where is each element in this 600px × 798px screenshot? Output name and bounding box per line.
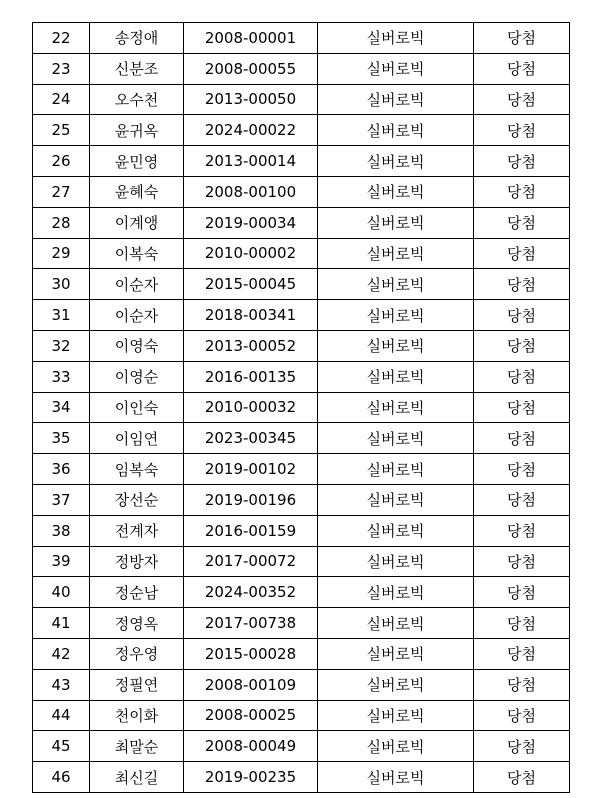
row-number-cell: 34	[33, 392, 90, 423]
row-number-cell: 44	[33, 700, 90, 731]
table-row	[33, 484, 570, 515]
name-cell: 신분조	[90, 53, 184, 84]
result-cell: 당첨	[474, 577, 570, 608]
table-row	[33, 731, 570, 762]
member-id-cell: 2010-00002	[184, 238, 318, 269]
name-cell: 이복숙	[90, 238, 184, 269]
row-number-cell: 32	[33, 330, 90, 361]
name-cell: 송정애	[90, 23, 184, 54]
row-number-cell: 28	[33, 207, 90, 238]
row-number-cell: 29	[33, 238, 90, 269]
table-row	[33, 608, 570, 639]
result-cell: 당첨	[474, 146, 570, 177]
row-number-cell: 31	[33, 300, 90, 331]
program-cell: 실버로빅	[318, 269, 474, 300]
name-cell: 최말순	[90, 731, 184, 762]
result-cell: 당첨	[474, 454, 570, 485]
name-cell: 이순자	[90, 269, 184, 300]
result-cell: 당첨	[474, 423, 570, 454]
name-cell: 이순자	[90, 300, 184, 331]
name-cell: 윤혜숙	[90, 176, 184, 207]
row-number-cell: 46	[33, 762, 90, 793]
row-number-cell: 40	[33, 577, 90, 608]
member-id-cell: 2019-00235	[184, 762, 318, 793]
table-row	[33, 423, 570, 454]
name-cell: 임복숙	[90, 454, 184, 485]
result-cell: 당첨	[474, 84, 570, 115]
member-id-cell: 2016-00135	[184, 361, 318, 392]
name-cell: 최신길	[90, 762, 184, 793]
row-number-cell: 25	[33, 115, 90, 146]
program-cell: 실버로빅	[318, 700, 474, 731]
table-row	[33, 176, 570, 207]
result-cell: 당첨	[474, 546, 570, 577]
member-id-cell: 2013-00052	[184, 330, 318, 361]
member-id-cell: 2010-00032	[184, 392, 318, 423]
name-cell: 이영순	[90, 361, 184, 392]
program-cell: 실버로빅	[318, 515, 474, 546]
program-cell: 실버로빅	[318, 484, 474, 515]
member-id-cell: 2013-00014	[184, 146, 318, 177]
program-cell: 실버로빅	[318, 300, 474, 331]
program-cell: 실버로빅	[318, 23, 474, 54]
member-id-cell: 2019-00034	[184, 207, 318, 238]
program-cell: 실버로빅	[318, 546, 474, 577]
result-cell: 당첨	[474, 700, 570, 731]
table-row	[33, 146, 570, 177]
table-row	[33, 84, 570, 115]
name-cell: 정우영	[90, 638, 184, 669]
result-cell: 당첨	[474, 238, 570, 269]
table-row	[33, 638, 570, 669]
table-row	[33, 269, 570, 300]
program-cell: 실버로빅	[318, 207, 474, 238]
program-cell: 실버로빅	[318, 423, 474, 454]
table-row	[33, 330, 570, 361]
result-cell: 당첨	[474, 300, 570, 331]
result-cell: 당첨	[474, 638, 570, 669]
results-table	[32, 22, 570, 793]
name-cell: 이영숙	[90, 330, 184, 361]
row-number-cell: 38	[33, 515, 90, 546]
row-number-cell: 36	[33, 454, 90, 485]
program-cell: 실버로빅	[318, 638, 474, 669]
member-id-cell: 2016-00159	[184, 515, 318, 546]
table-row	[33, 207, 570, 238]
program-cell: 실버로빅	[318, 176, 474, 207]
member-id-cell: 2024-00022	[184, 115, 318, 146]
row-number-cell: 24	[33, 84, 90, 115]
result-cell: 당첨	[474, 269, 570, 300]
name-cell: 이임연	[90, 423, 184, 454]
row-number-cell: 39	[33, 546, 90, 577]
name-cell: 장선순	[90, 484, 184, 515]
table-row	[33, 115, 570, 146]
result-cell: 당첨	[474, 669, 570, 700]
result-cell: 당첨	[474, 23, 570, 54]
result-cell: 당첨	[474, 608, 570, 639]
row-number-cell: 30	[33, 269, 90, 300]
program-cell: 실버로빅	[318, 115, 474, 146]
member-id-cell: 2013-00050	[184, 84, 318, 115]
program-cell: 실버로빅	[318, 608, 474, 639]
row-number-cell: 42	[33, 638, 90, 669]
member-id-cell: 2008-00100	[184, 176, 318, 207]
row-number-cell: 22	[33, 23, 90, 54]
result-cell: 당첨	[474, 484, 570, 515]
table-row	[33, 762, 570, 793]
name-cell: 정방자	[90, 546, 184, 577]
program-cell: 실버로빅	[318, 731, 474, 762]
name-cell: 전계자	[90, 515, 184, 546]
result-cell: 당첨	[474, 392, 570, 423]
member-id-cell: 2015-00045	[184, 269, 318, 300]
name-cell: 정필연	[90, 669, 184, 700]
results-table-body	[33, 23, 570, 793]
result-cell: 당첨	[474, 53, 570, 84]
program-cell: 실버로빅	[318, 330, 474, 361]
program-cell: 실버로빅	[318, 454, 474, 485]
result-cell: 당첨	[474, 207, 570, 238]
result-cell: 당첨	[474, 515, 570, 546]
member-id-cell: 2019-00196	[184, 484, 318, 515]
name-cell: 천이화	[90, 700, 184, 731]
table-row	[33, 53, 570, 84]
program-cell: 실버로빅	[318, 577, 474, 608]
program-cell: 실버로빅	[318, 238, 474, 269]
table-row	[33, 392, 570, 423]
program-cell: 실버로빅	[318, 53, 474, 84]
table-row	[33, 23, 570, 54]
member-id-cell: 2008-00001	[184, 23, 318, 54]
row-number-cell: 23	[33, 53, 90, 84]
member-id-cell: 2008-00109	[184, 669, 318, 700]
row-number-cell: 43	[33, 669, 90, 700]
member-id-cell: 2015-00028	[184, 638, 318, 669]
table-row	[33, 700, 570, 731]
row-number-cell: 45	[33, 731, 90, 762]
program-cell: 실버로빅	[318, 146, 474, 177]
member-id-cell: 2023-00345	[184, 423, 318, 454]
name-cell: 윤귀옥	[90, 115, 184, 146]
result-cell: 당첨	[474, 330, 570, 361]
result-cell: 당첨	[474, 731, 570, 762]
program-cell: 실버로빅	[318, 669, 474, 700]
row-number-cell: 33	[33, 361, 90, 392]
member-id-cell: 2018-00341	[184, 300, 318, 331]
table-row	[33, 238, 570, 269]
member-id-cell: 2017-00738	[184, 608, 318, 639]
table-row	[33, 454, 570, 485]
result-cell: 당첨	[474, 361, 570, 392]
result-cell: 당첨	[474, 115, 570, 146]
name-cell: 윤민영	[90, 146, 184, 177]
program-cell: 실버로빅	[318, 392, 474, 423]
row-number-cell: 41	[33, 608, 90, 639]
name-cell: 이계앵	[90, 207, 184, 238]
member-id-cell: 2024-00352	[184, 577, 318, 608]
member-id-cell: 2008-00025	[184, 700, 318, 731]
row-number-cell: 35	[33, 423, 90, 454]
table-row	[33, 515, 570, 546]
table-row	[33, 546, 570, 577]
member-id-cell: 2019-00102	[184, 454, 318, 485]
row-number-cell: 26	[33, 146, 90, 177]
table-row	[33, 361, 570, 392]
name-cell: 정순남	[90, 577, 184, 608]
row-number-cell: 27	[33, 176, 90, 207]
member-id-cell: 2008-00049	[184, 731, 318, 762]
member-id-cell: 2008-00055	[184, 53, 318, 84]
table-row	[33, 577, 570, 608]
result-cell: 당첨	[474, 176, 570, 207]
table-row	[33, 669, 570, 700]
row-number-cell: 37	[33, 484, 90, 515]
table-row	[33, 300, 570, 331]
name-cell: 이인숙	[90, 392, 184, 423]
result-cell: 당첨	[474, 762, 570, 793]
program-cell: 실버로빅	[318, 762, 474, 793]
member-id-cell: 2017-00072	[184, 546, 318, 577]
name-cell: 오수천	[90, 84, 184, 115]
program-cell: 실버로빅	[318, 361, 474, 392]
name-cell: 정영옥	[90, 608, 184, 639]
program-cell: 실버로빅	[318, 84, 474, 115]
